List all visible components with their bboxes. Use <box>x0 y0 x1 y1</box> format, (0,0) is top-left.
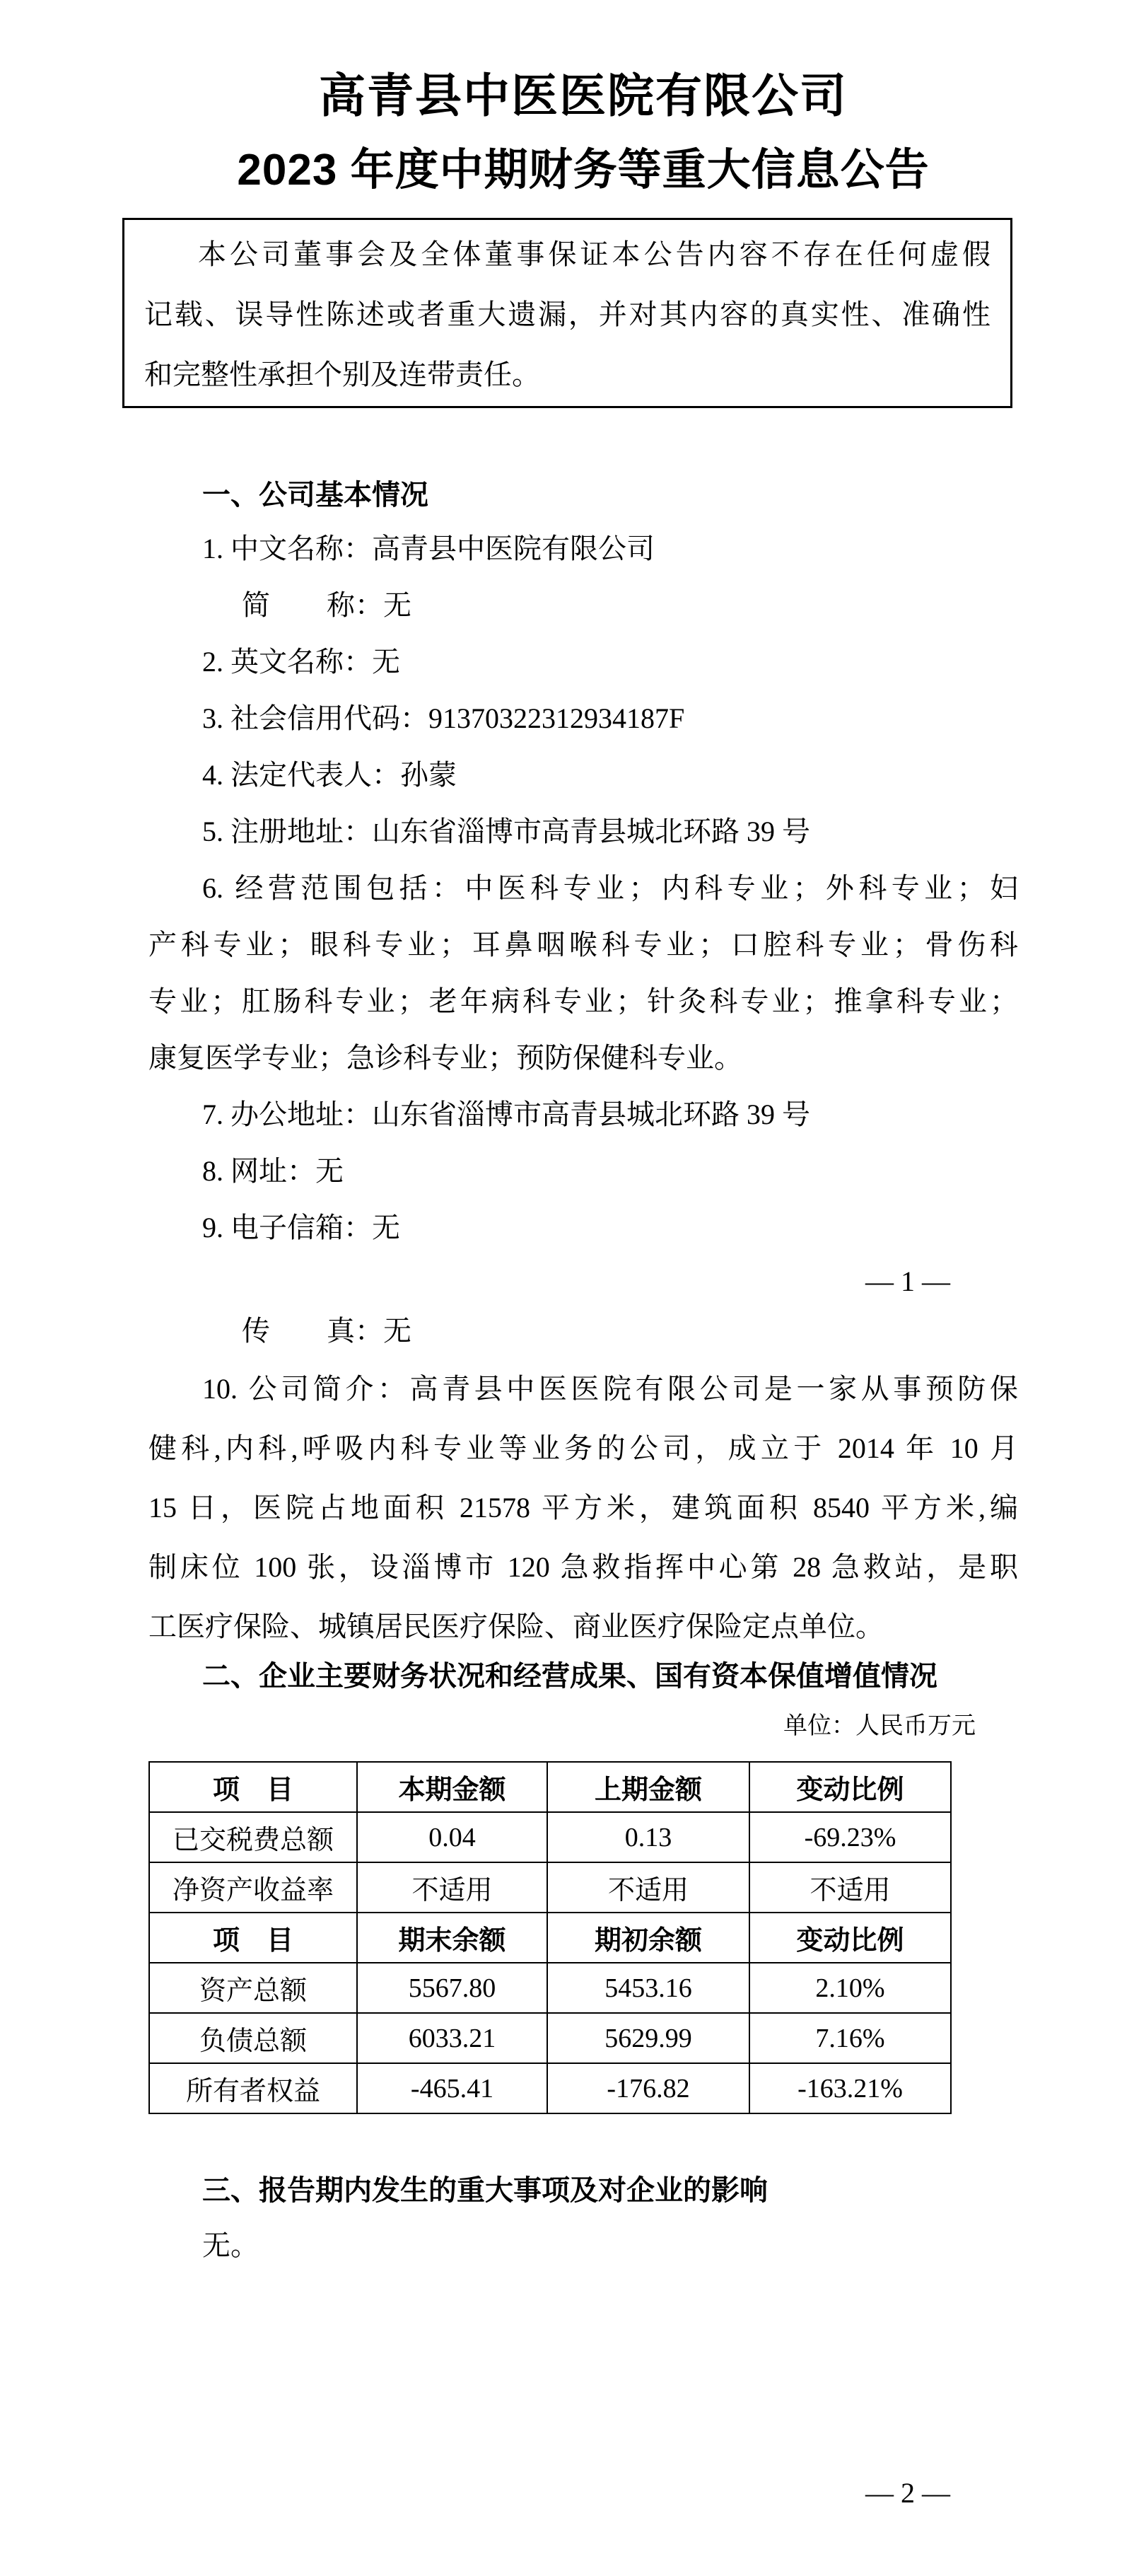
disclaimer-line: 记载、误导性陈述或者重大遗漏，并对其内容的真实性、准确性 <box>144 298 990 330</box>
financial-table <box>148 1761 952 2114</box>
info-line-fax: 传 真：无 <box>242 1315 411 1347</box>
table-cell: 不适用 <box>547 1862 749 1913</box>
info-line-office-address: 7. 办公地址：山东省淄博市高青县城北环路 39 号 <box>202 1098 810 1130</box>
table-cell: -163.21% <box>749 2063 951 2113</box>
section2-heading: 二、企业主要财务状况和经营成果、国有资本保值增值情况 <box>202 1661 937 1692</box>
table-cell: 5453.16 <box>547 1963 749 2013</box>
table-cell: 负债总额 <box>149 2013 357 2063</box>
table-cell: -69.23% <box>749 1812 951 1862</box>
profile-line: 10. 公司简介：高青县中医医院有限公司是一家从事预防保 <box>202 1373 1018 1405</box>
info-line-english-name: 2. 英文名称：无 <box>202 646 400 678</box>
table-cell: 已交税费总额 <box>149 1812 357 1862</box>
info-line-registered-address: 5. 注册地址：山东省淄博市高青县城北环路 39 号 <box>202 816 810 847</box>
disclaimer-line: 和完整性承担个别及连带责任。 <box>144 359 540 390</box>
table-header-cell: 期初余额 <box>547 1913 749 1963</box>
section1-heading: 一、公司基本情况 <box>202 480 428 511</box>
table-cell: 不适用 <box>749 1862 951 1913</box>
company-info-list <box>148 521 1018 1256</box>
profile-line: 制床位 100 张，设淄博市 120 急救指挥中心第 28 急救站，是职 <box>148 1551 1018 1583</box>
info-line-website: 8. 网址：无 <box>202 1155 344 1187</box>
info-line-business-scope: 康复医学专业；急诊科专业；预防保健科专业。 <box>148 1042 742 1074</box>
info-line-short-name: 简 称：无 <box>242 589 411 621</box>
table-cell: 0.04 <box>357 1812 547 1862</box>
profile-line: 15 日，医院占地面积 21578 平方米，建筑面积 8540 平方米,编 <box>148 1492 1018 1524</box>
table-row-owners-equity <box>149 2063 951 2113</box>
page1-number: — 1 — <box>865 1265 950 1297</box>
table-header-row <box>149 1762 951 1812</box>
table-header-row <box>149 1913 951 1963</box>
table-cell: -465.41 <box>357 2063 547 2113</box>
table-cell: 5567.80 <box>357 1963 547 2013</box>
table-header-cell: 项 目 <box>149 1913 357 1963</box>
table-row-taxes-paid <box>149 1812 951 1862</box>
table-cell: -176.82 <box>547 2063 749 2113</box>
currency-unit-label: 单位：人民币万元 <box>783 1713 976 1739</box>
info-line-business-scope: 产科专业；眼科专业；耳鼻咽喉科专业；口腔科专业；骨伤科 <box>148 929 1018 961</box>
table-cell: 不适用 <box>357 1862 547 1913</box>
document-content <box>144 0 1018 2514</box>
table-header-cell: 变动比例 <box>749 1913 951 1963</box>
table-header-cell: 变动比例 <box>749 1762 951 1812</box>
info-line-legal-representative: 4. 法定代表人：孙蒙 <box>202 759 457 791</box>
table-header-cell: 本期金额 <box>357 1762 547 1812</box>
table-cell: 5629.99 <box>547 2013 749 2063</box>
section3-body: 无。 <box>202 2229 259 2261</box>
disclaimer-line: 本公司董事会及全体董事保证本公告内容不存在任何虚假 <box>198 238 990 270</box>
table-header-cell: 上期金额 <box>547 1762 749 1812</box>
document-title-line2: 2023 年度中期财务等重大信息公告 <box>237 146 930 195</box>
table-cell: 2.10% <box>749 1963 951 2013</box>
table-cell: 0.13 <box>547 1812 749 1862</box>
profile-line: 健科,内科,呼吸内科专业等业务的公司，成立于 2014 年 10 月 <box>148 1432 1018 1464</box>
table-row-total-liabilities <box>149 2013 951 2063</box>
info-line-email: 9. 电子信箱：无 <box>202 1212 400 1243</box>
info-line-business-scope: 专业；肛肠科专业；老年病科专业；针灸科专业；推拿科专业； <box>148 985 1018 1017</box>
page2-number: — 2 — <box>865 2477 950 2509</box>
table-row-total-assets <box>149 1963 951 2013</box>
profile-line: 工医疗保险、城镇居民医疗保险、商业医疗保险定点单位。 <box>148 1611 884 1642</box>
table-cell: 资产总额 <box>149 1963 357 2013</box>
info-line-chinese-name: 1. 中文名称：高青县中医院有限公司 <box>202 533 655 564</box>
info-line-business-scope: 6. 经营范围包括：中医科专业；内科专业；外科专业；妇 <box>202 872 1018 904</box>
disclaimer-box <box>122 218 1012 408</box>
info-line-credit-code: 3. 社会信用代码：91370322312934187F <box>202 702 685 734</box>
table-header-cell: 期末余额 <box>357 1913 547 1963</box>
table-header-cell: 项 目 <box>149 1762 357 1812</box>
table-cell: 所有者权益 <box>149 2063 357 2113</box>
table-row-roe <box>149 1862 951 1913</box>
document-title-line1: 高青县中医医院有限公司 <box>319 69 848 122</box>
table-cell: 净资产收益率 <box>149 1862 357 1913</box>
company-profile <box>148 1359 1018 1657</box>
table-cell: 6033.21 <box>357 2013 547 2063</box>
table-cell: 7.16% <box>749 2013 951 2063</box>
section3-heading: 三、报告期内发生的重大事项及对企业的影响 <box>202 2175 768 2206</box>
